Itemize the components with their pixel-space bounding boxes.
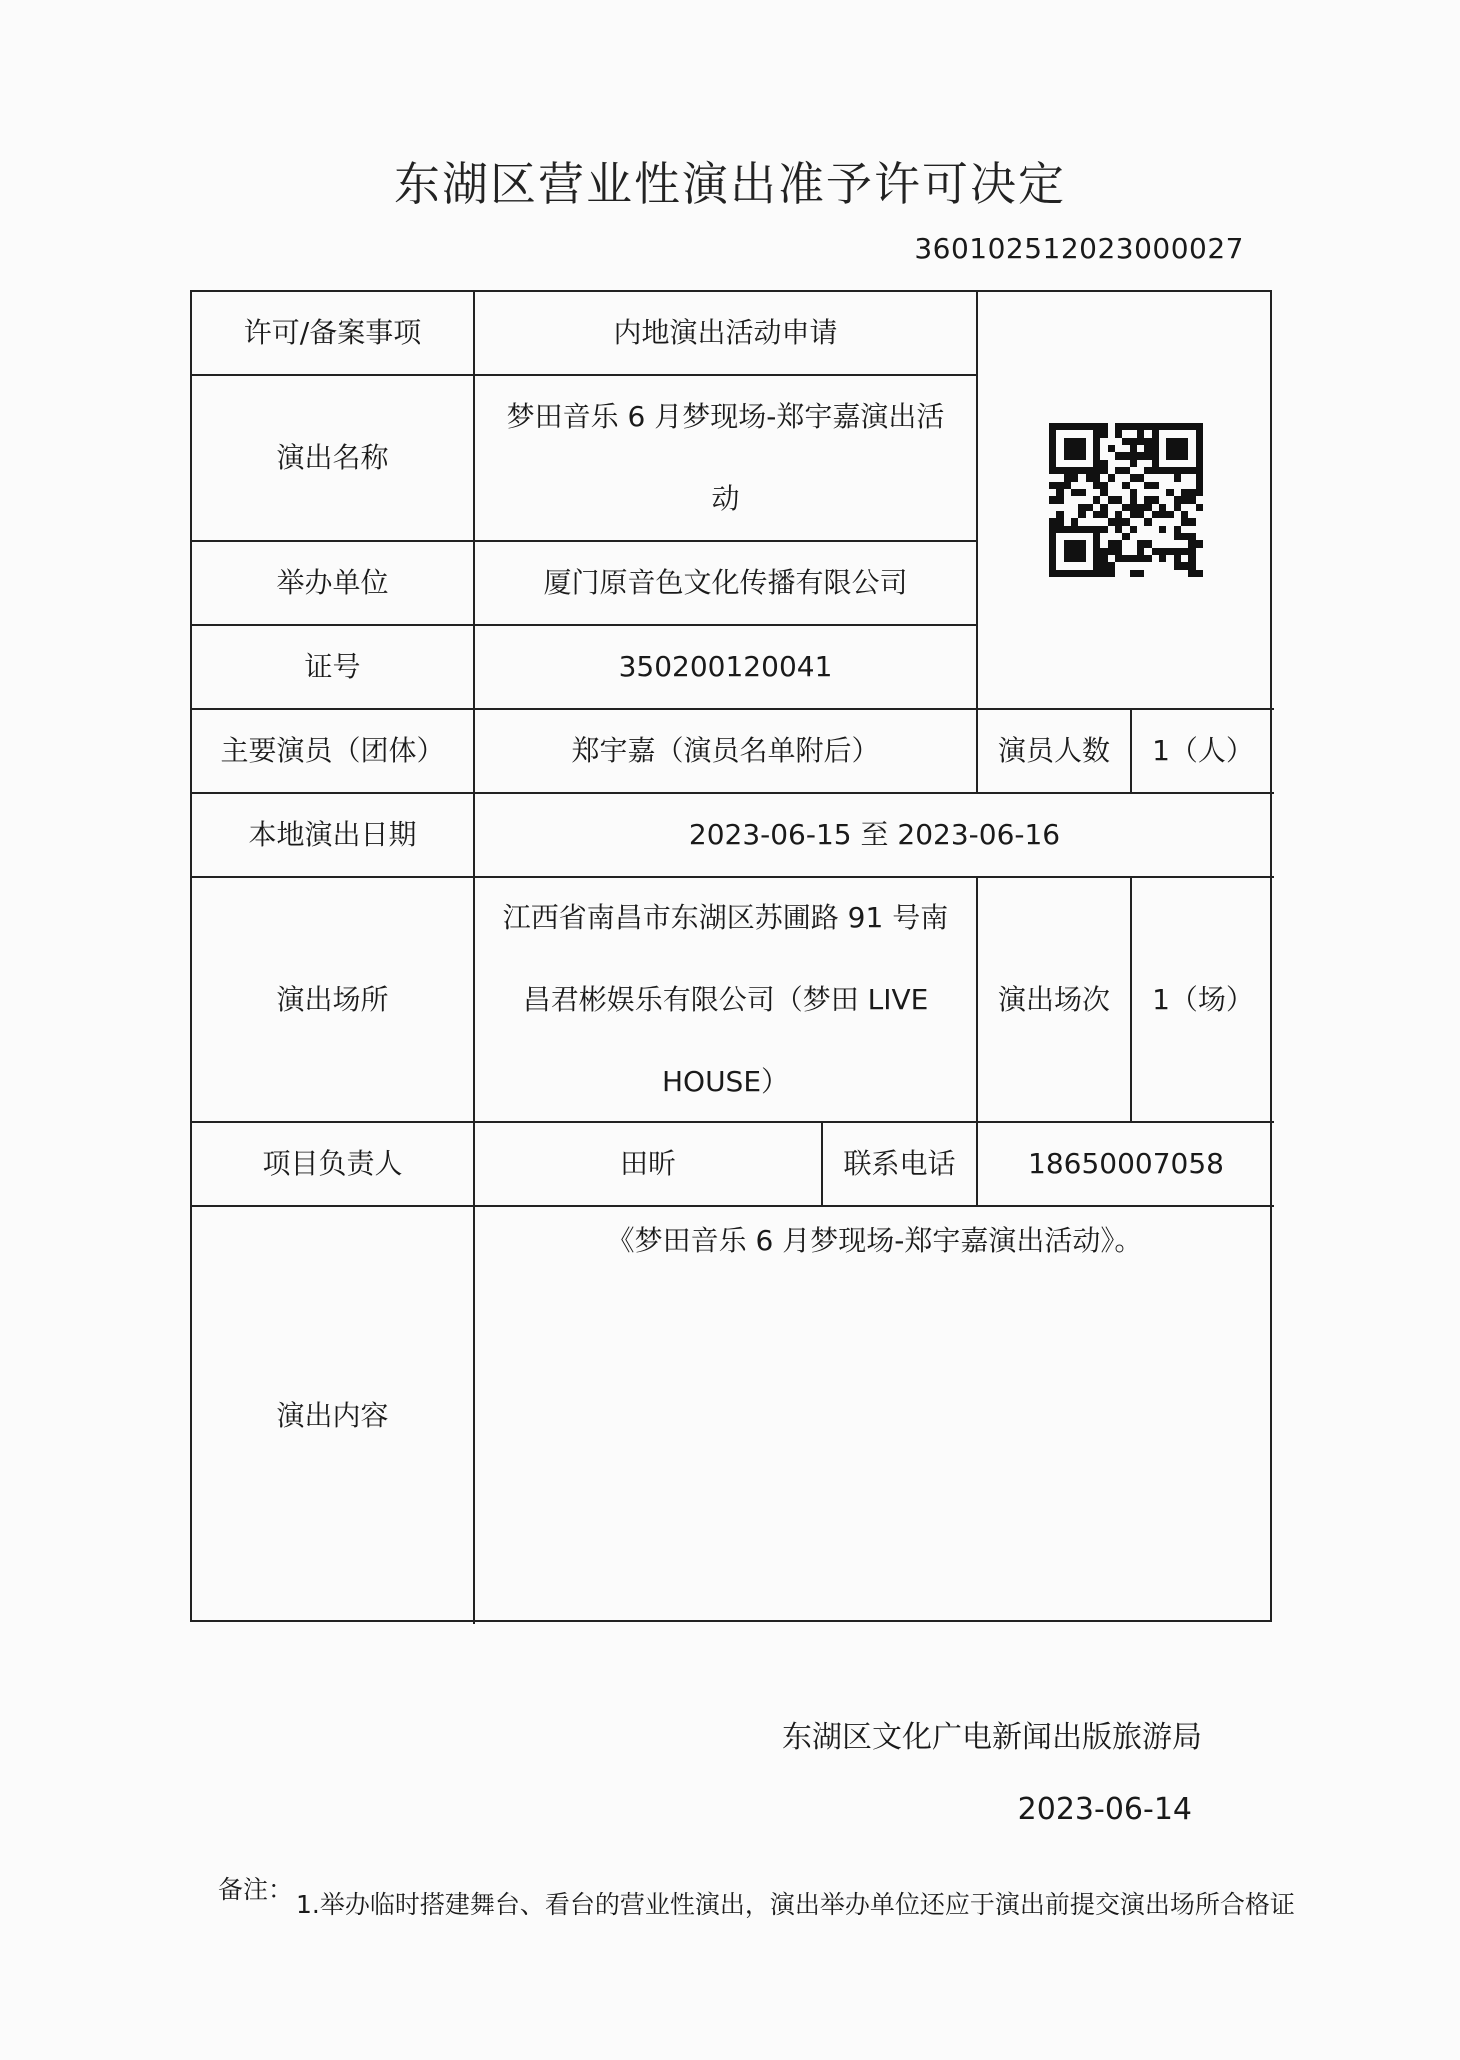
issue-date: 2023-06-14 — [1017, 1792, 1192, 1827]
name-value: 梦田音乐 6 月梦现场-郑宇嘉演出活动 — [475, 376, 978, 542]
date-value: 2023-06-15 至 2023-06-16 — [475, 794, 1274, 878]
organizer-label: 举办单位 — [192, 542, 475, 626]
organizer-value: 厦门原音色文化传播有限公司 — [475, 542, 978, 626]
document-title: 东湖区营业性演出准予许可决定 — [394, 157, 1066, 211]
notes-label: 备注： — [218, 1875, 294, 1904]
qr-code-cell — [978, 292, 1274, 710]
license-value: 350200120041 — [475, 626, 978, 710]
date-label: 本地演出日期 — [192, 794, 475, 878]
item-label: 许可/备案事项 — [192, 292, 475, 376]
performer-label: 主要演员（团体） — [192, 710, 475, 794]
issuer: 东湖区文化广电新闻出版旅游局 — [782, 1720, 1202, 1755]
license-label: 证号 — [192, 626, 475, 710]
qr-code-icon — [1049, 423, 1203, 577]
venue-label: 演出场所 — [192, 878, 475, 1123]
venue-value: 江西省南昌市东湖区苏圃路 91 号南昌君彬娱乐有限公司（梦田 LIVE HOUSE） — [475, 878, 978, 1123]
item-value: 内地演出活动申请 — [475, 292, 978, 376]
content-value: 《梦田音乐 6 月梦现场-郑宇嘉演出活动》。 — [606, 1224, 1143, 1257]
performer-count-label: 演员人数 — [978, 710, 1132, 794]
permit-table — [190, 290, 1272, 1622]
content-label: 演出内容 — [192, 1207, 475, 1624]
performer-value: 郑宇嘉（演员名单附后） — [475, 710, 978, 794]
document-number: 360102512023000027 — [914, 232, 1244, 265]
name-label: 演出名称 — [192, 376, 475, 542]
sessions-label: 演出场次 — [978, 878, 1132, 1123]
phone-value: 18650007058 — [978, 1123, 1274, 1207]
manager-label: 项目负责人 — [192, 1123, 475, 1207]
sessions-value: 1（场） — [1132, 878, 1274, 1123]
notes-item-1: 1.举办临时搭建舞台、看台的营业性演出，演出举办单位还应于演出前提交演出场所合格证 — [296, 1890, 1295, 1919]
phone-label: 联系电话 — [823, 1123, 978, 1207]
manager-value: 田昕 — [475, 1123, 823, 1207]
performer-count-value: 1（人） — [1132, 710, 1274, 794]
